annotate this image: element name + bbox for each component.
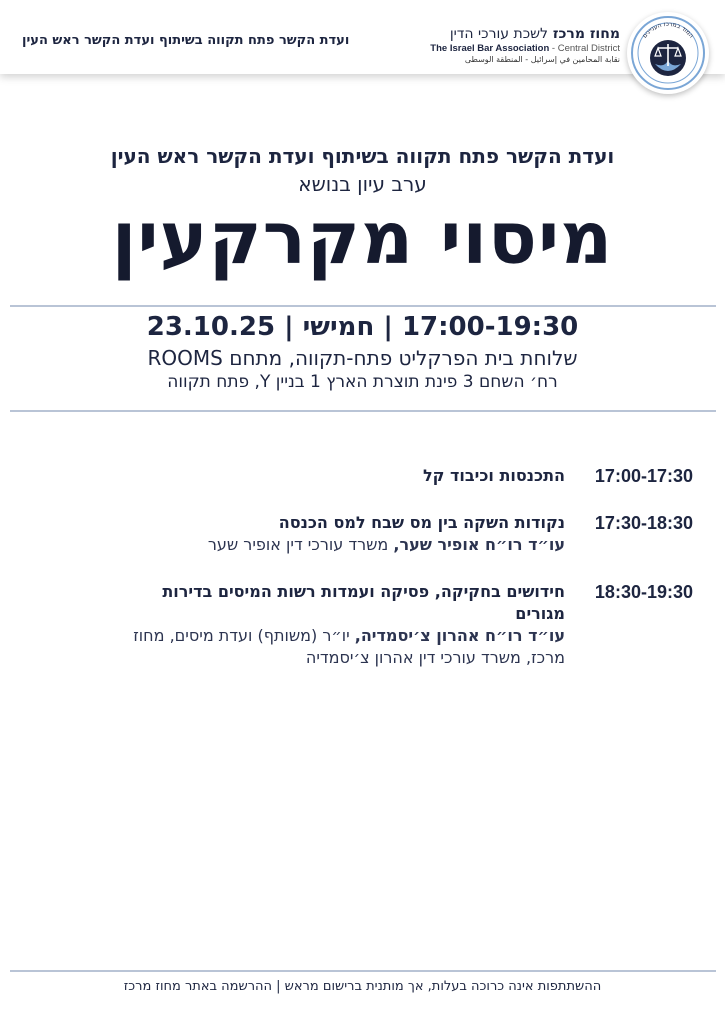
- event-datetime: 17:00-19:30 | חמישי | 23.10.25: [146, 312, 579, 342]
- header-organizers: ועדת הקשר פתח תקווה בשיתוף ועדת הקשר ראש העין: [22, 33, 350, 48]
- program-item: [125, 512, 565, 556]
- program-speaker: [125, 625, 565, 669]
- program-time: 18:30-19:30: [594, 582, 693, 602]
- bar-association-logo-text: [430, 26, 620, 65]
- event-address: רח׳ השחם 3 פינת תוצרת הארץ 1 בניין Y, פתח תקווה: [167, 372, 558, 392]
- event-title: מיסוי מקרקעין: [111, 196, 614, 280]
- program-speaker-name: עו״ד רו״ח אהרון צ׳יסמדיה,: [354, 626, 565, 645]
- logo-arabic: نقابة المحامين في إسرائيل - المنطقة الوسطى: [464, 55, 620, 64]
- logo-hebrew: [430, 26, 620, 43]
- logo-english: [430, 43, 620, 54]
- event-venue: שלוחת בית הפרקליט פתח-תקווה, מתחם ROOMS: [147, 346, 578, 370]
- bar-association-seal-icon: [627, 12, 709, 94]
- event-intro: ערב עיון בנושא: [298, 172, 427, 196]
- divider-footer: [10, 970, 716, 972]
- logo-hebrew-bold: מחוז מרכז: [552, 26, 620, 42]
- seal-text: המוד במרכז העניינים: [641, 20, 695, 40]
- program-speaker-affiliation: משרד עורכי דין אופיר שער: [207, 535, 394, 554]
- divider-top: [10, 305, 716, 307]
- logo-english-bold: The Israel Bar Association: [430, 43, 550, 54]
- program-time: 17:00-17:30: [594, 466, 693, 486]
- event-organizers: ועדת הקשר פתח תקווה בשיתוף ועדת הקשר ראש העין: [110, 144, 615, 168]
- program-title: חידושים בחקיקה, פסיקה ועמדות רשות המיסים בדירות מגורים: [162, 582, 565, 623]
- program-speaker-name: עו״ד רו״ח אופיר שער,: [393, 535, 565, 554]
- program-title: נקודות השקה בין מס שבח למס הכנסה: [278, 513, 565, 532]
- program-time: 17:30-18:30: [594, 513, 693, 533]
- program-item: [125, 465, 565, 487]
- program-item: [125, 581, 565, 669]
- logo-english-rest: - Central District: [549, 43, 620, 54]
- program-speaker: [125, 534, 565, 556]
- svg-text:המוד במרכז העניינים: [641, 21, 694, 40]
- footer-note: ההשתתפות אינה כרוכה בעלות, אך מותנית ברישום מראש | ההרשמה באתר מחוז מרכז: [123, 979, 602, 994]
- logo-hebrew-rest: לשכת עורכי הדין: [449, 26, 548, 42]
- program-title: התכנסות וכיבוד קל: [422, 466, 565, 485]
- divider-bottom: [10, 410, 716, 412]
- page-header: [0, 0, 725, 74]
- program-speaker-affiliation: יו״ר (משותף) ועדת מיסים, מחוז מרכז, משרד עורכי דין אהרון צ׳יסמדיה: [133, 626, 565, 667]
